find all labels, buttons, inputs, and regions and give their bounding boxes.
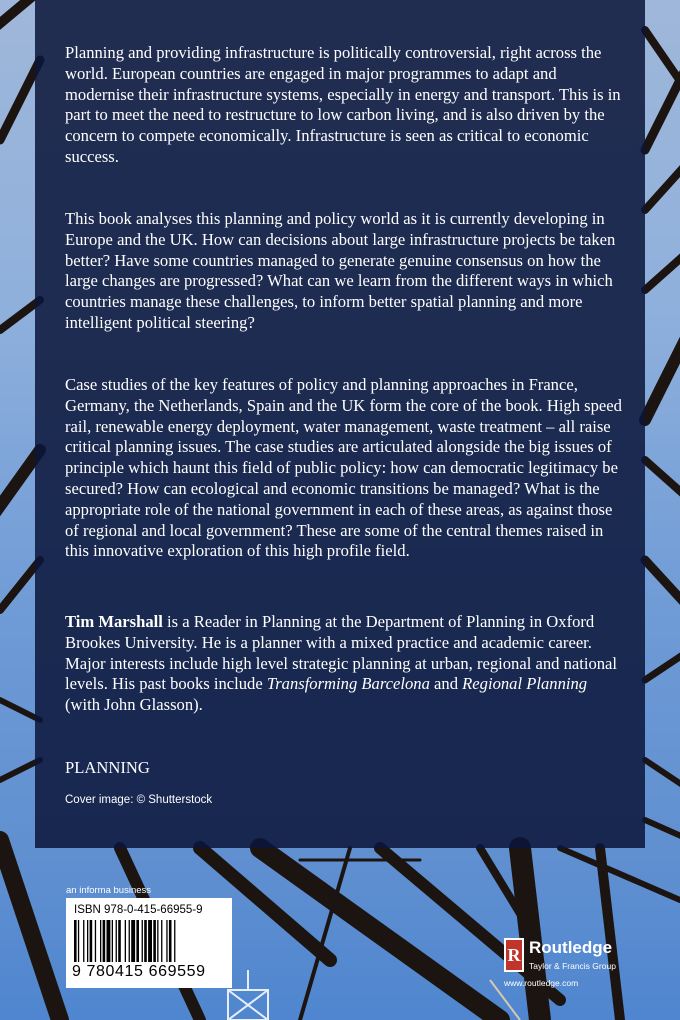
svg-text:R: R	[507, 945, 521, 965]
barcode-bar	[107, 920, 111, 962]
subject-category: PLANNING	[65, 758, 150, 777]
barcode-bar	[142, 920, 143, 962]
barcode-bar	[83, 920, 84, 962]
barcode-bar	[131, 920, 135, 962]
author-bio-text-3: (with John Glasson).	[65, 695, 203, 715]
barcode-bar	[166, 920, 167, 962]
cover-image-credit: Cover image: © Shutterstock	[65, 794, 213, 806]
barcode-bar	[169, 920, 172, 962]
barcode-bar	[95, 920, 96, 962]
barcode-bar	[174, 920, 175, 962]
blurb-paragraph-3: Case studies of the key features of policy and planning approaches in France, Germany, the Netherlands, Spain and the UK form the core of the book. High speed rail, renewable energy deployment, water management, waste treatment – all raise critical planning issues. The case studies are articulated alongside the big issues of principle which haunt this field of public policy: how can democratic legitimacy be secured? How can ecological and economic transitions be managed? What is the appropriate role of the national government in each of these areas, as against those of regional and local government? These are some of the central themes raised in this innovative exploration of this high profile field.	[65, 375, 622, 561]
informa-tagline: an informa business	[66, 885, 152, 896]
barcode-bar	[90, 920, 93, 962]
isbn-number: ISBN 978-0-415-66955-9	[74, 904, 203, 916]
publisher-group: Taylor & Francis Group	[529, 961, 616, 971]
isbn-barcode	[66, 898, 232, 988]
author-name: Tim Marshall	[65, 612, 163, 631]
author-bio	[65, 612, 625, 716]
barcode-bar	[87, 920, 88, 962]
barcode-bar	[136, 920, 139, 962]
publisher-url: www.routledge.com	[504, 978, 579, 988]
barcode-bar	[74, 920, 77, 962]
publisher-name: Routledge	[529, 938, 613, 957]
barcode-bar	[157, 920, 158, 962]
author-bio-text-1: is a Reader in Planning at the Department of Planning in Oxford Brookes University. He is a planner with a mixed practice and academic career. Major interests include high level strategic planning at urban, regional and national levels. His past books include	[65, 612, 618, 694]
barcode-bar	[112, 920, 113, 962]
book-title-regional-planning: Regional Planning	[462, 674, 588, 694]
barcode-bar	[103, 920, 106, 962]
barcode-bars	[74, 920, 224, 964]
barcode-bar	[78, 920, 79, 962]
barcode-bar	[118, 920, 121, 962]
barcode-bar	[161, 920, 162, 962]
book-title-transforming-barcelona: Transforming Barcelona	[266, 674, 430, 694]
barcode-bar	[129, 920, 130, 962]
blurb-paragraph-1: Planning and providing infrastructure is politically controversial, right across the world. European countries are engaged in major programmes to adapt and modernise their infrastructure systems, especially in energy and transport. This is in part to meet the need to restructure to low carbon living, and is also driven by the concern to compete economically. Infrastructure is seen as critical to economic success.	[65, 43, 621, 166]
barcode-bar	[125, 920, 126, 962]
barcode-bar	[153, 920, 156, 962]
routledge-logo-icon	[504, 938, 524, 972]
barcode-bar	[100, 920, 101, 962]
barcode-bar	[144, 920, 147, 962]
barcode-bar	[116, 920, 117, 962]
barcode-bar	[148, 920, 152, 962]
blurb-paragraph-2: This book analyses this planning and policy world as it is currently developing in Europe and the UK. How can decisions about large infrastructure projects be taken better? Have some countries managed to generate genuine consensus on how the large changes are progressed? What can we learn from the different ways in which countries manage these challenges, to inform better spatial planning and more intelligent political steering?	[65, 209, 616, 332]
author-bio-text-2: and	[429, 674, 463, 694]
barcode-digits: 9 780415 669559	[72, 963, 206, 980]
